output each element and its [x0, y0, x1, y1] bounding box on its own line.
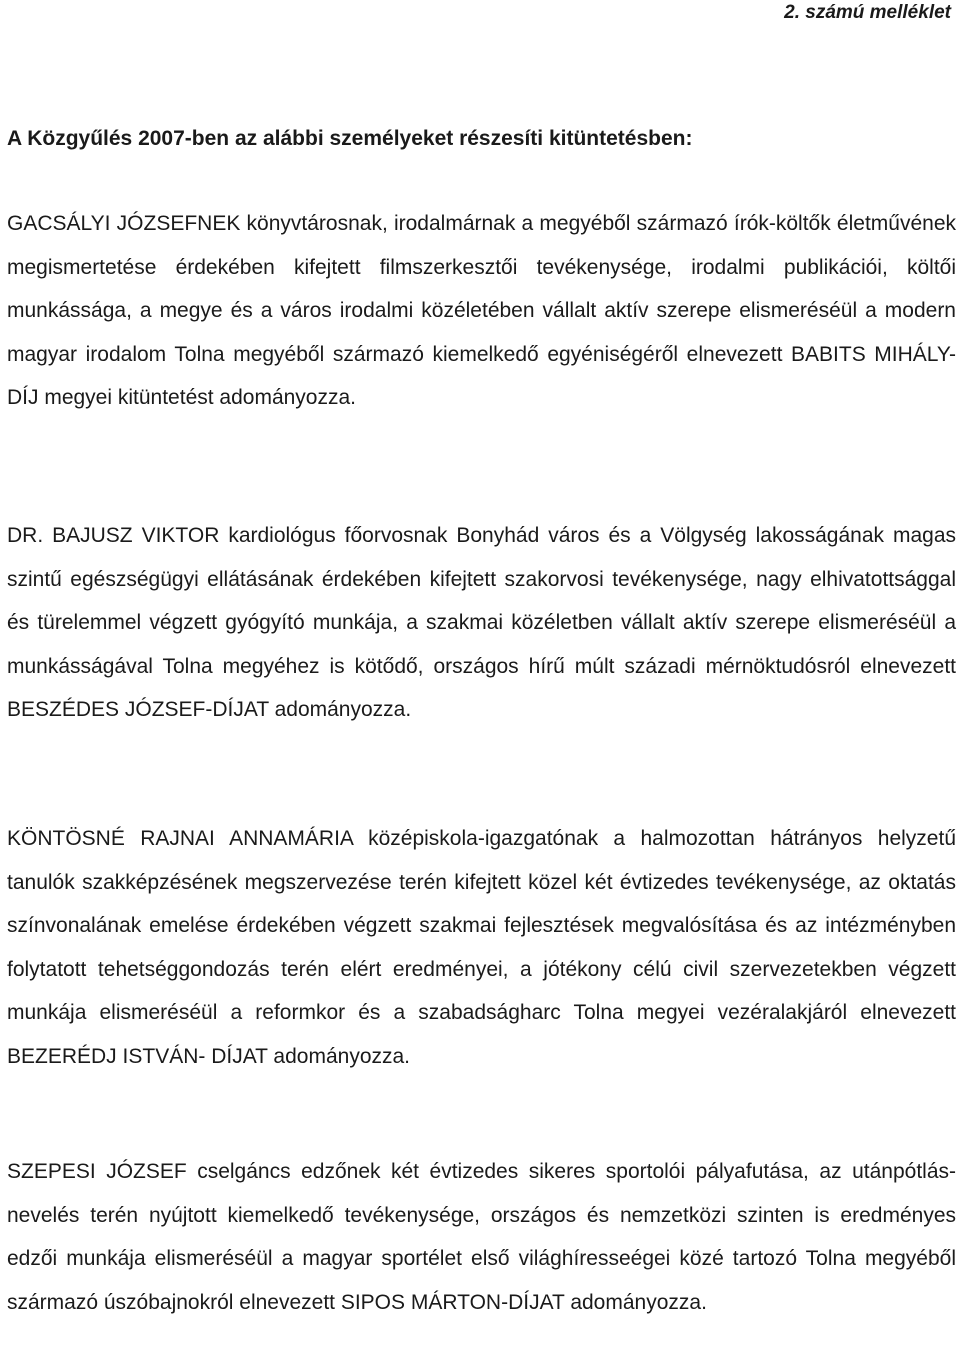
document-heading: A Közgyűlés 2007-ben az alábbi személyeket részesíti kitüntetésben:: [7, 127, 693, 150]
annex-label: 2. számú melléklet: [784, 2, 951, 23]
award-paragraph-bezeredj: KÖNTÖSNÉ RAJNAI ANNAMÁRIA középiskola-igazgatónak a halmozottan hátrányos helyzetű tanulók szakképzésének megszervezése terén kifejtett közel két évtizedes tevékenysége, az oktatás színvonalának emelése érdekében végzett szakmai fejlesztések megvalósítása és az intézményben folytatott tehetséggondozás terén elért eredményei, a jótékony célú civil szervezetekben végzett munkája elismeréséül a reformkor és a szabadságharc Tolna megyei vezéralakjáról elnevezett BEZERÉDJ ISTVÁN- DÍJAT adományozza.: [7, 827, 956, 1068]
award-paragraph-beszedes: DR. BAJUSZ VIKTOR kardiológus főorvosnak Bonyhád város és a Völgység lakosságának magas szintű egészségügyi ellátásának érdekében kifejtett szakorvosi tevékenysége, nagy elhivatottsággal és türelemmel végzett gyógyító munkája, a szakmai közéletben vállalt aktív szerepe elismeréséül a munkásságával Tolna megyéhez is kötődő, országos hírű múlt századi mérnöktudósról elnevezett BESZÉDES JÓZSEF-DÍJAT adományozza.: [7, 524, 956, 722]
award-paragraph-sipos: SZEPESI JÓZSEF cselgáncs edzőnek két évtizedes sikeres sportolói pályafutása, az utánpótlás-nevelés terén nyújtott kiemelkedő tevékenysége, országos és nemzetközi szinten is eredményes edzői munkája elismeréséül a magyar sportélet első világhíresseégei közé tartozó Tolna megyéből származó úszóbajnokról elnevezett SIPOS MÁRTON-DÍJAT adományozza.: [7, 1160, 956, 1314]
award-paragraph-babits: GACSÁLYI JÓZSEFNEK könyvtárosnak, irodalmárnak a megyéből származó írók-költők életművének megismertetése érdekében kifejtett filmszerkesztői tevékenysége, irodalmi publikációi, költői munkássága, a megye és a város irodalmi közéletében vállalt aktív szerepe elismeréséül a modern magyar irodalom Tolna megyéből származó kiemelkedő egyéniségéről elnevezett BABITS MIHÁLY-DÍJ megyei kitüntetést adományozza.: [7, 212, 956, 410]
